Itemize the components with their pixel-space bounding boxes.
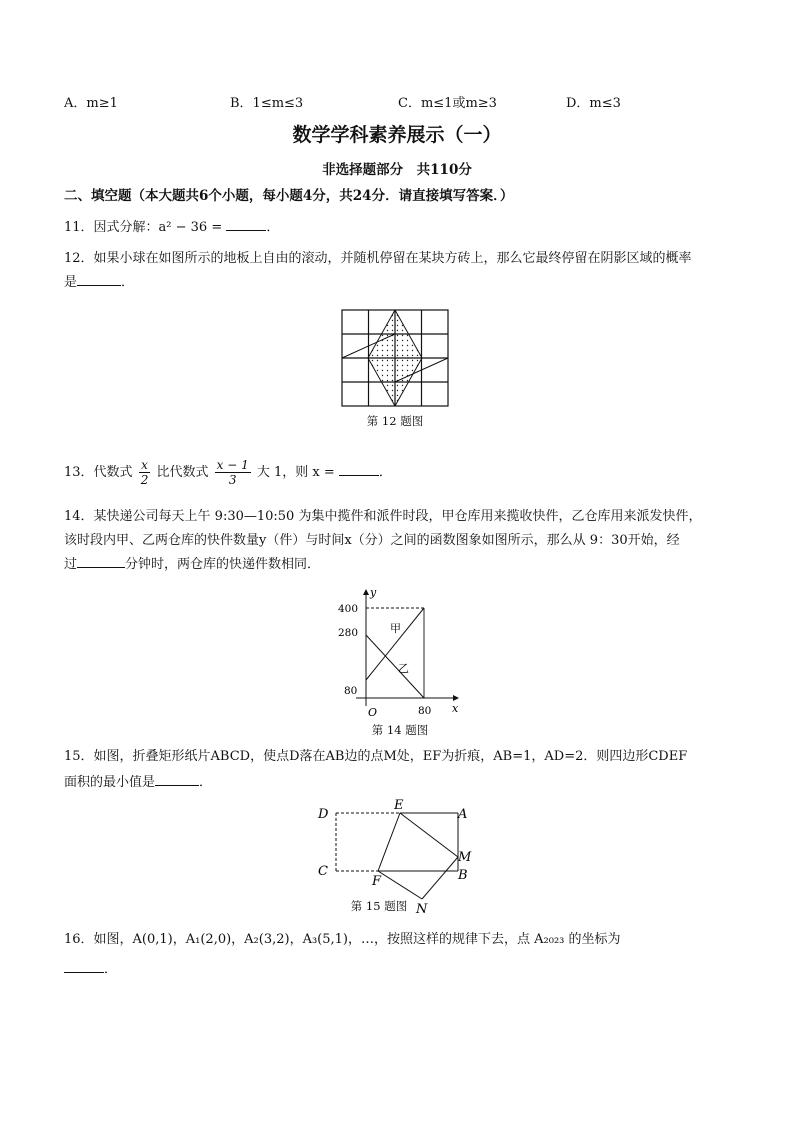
x-tick-80: 80 xyxy=(418,705,432,717)
q12-line1: 12．如果小球在如图所示的地板上自由的滚动，并随机停留在某块方砖上，那么它最终停留在阴影区域的概率 xyxy=(64,251,692,266)
point-d: D xyxy=(318,807,329,822)
choice-a: A．m≥1 xyxy=(64,96,118,111)
q13-end: ． xyxy=(378,465,392,480)
q13-mid: 比代数式 xyxy=(156,465,209,480)
q13-frac2-den: 3 xyxy=(228,473,237,487)
q11-end: ． xyxy=(266,220,280,235)
q15-line2-pre: 面积的最小值是 xyxy=(64,775,156,790)
point-f: F xyxy=(372,874,382,889)
choice-d: D．m≤3 xyxy=(566,96,621,111)
y-axis-label: y xyxy=(370,586,377,599)
q14-line2: 该时段内甲、乙两仓库的快件数量y（件）与时间x（分）之间的函数图象如图所示，那么从 9：30开始，经 xyxy=(64,533,680,548)
point-b: B xyxy=(458,868,468,883)
q11-text: 11．因式分解：a² − 36 = xyxy=(64,220,223,235)
q16-line2 xyxy=(64,958,117,982)
q13-fraction-2 xyxy=(215,458,251,487)
page-title: 数学学科素养展示（一） xyxy=(292,124,502,146)
q12-line2-pre: 是 xyxy=(64,275,78,290)
q12-answer-blank[interactable] xyxy=(77,271,121,286)
choice-b: B．1≤m≤3 xyxy=(230,96,304,111)
q16-line1: 16．如图，A(0,1)，A₁(2,0)，A₂(3,2)，A₃(5,1)，…，按照这样的规律下去，点 A₂₀₂₃ 的坐标为 xyxy=(64,932,621,947)
q14-line3-post: 分钟时，两仓库的快递件数相同． xyxy=(125,557,321,572)
q15-line2-end: ． xyxy=(199,775,213,790)
page-subtitle: 非选择题部分 共110分 xyxy=(322,162,472,178)
q12-caption: 第 12 题图 xyxy=(366,414,424,428)
series-yi-label: 乙 xyxy=(398,662,409,675)
y-tick-400: 400 xyxy=(338,603,359,615)
segment-em xyxy=(400,813,458,857)
choice-c: C．m≤1或m≥3 xyxy=(398,96,497,111)
y-tick-80: 80 xyxy=(344,685,358,697)
q14-line3 xyxy=(64,553,320,577)
point-e: E xyxy=(394,798,404,813)
x-axis-label: x xyxy=(452,702,459,715)
q14-answer-blank[interactable] xyxy=(77,553,125,568)
q11-answer-blank[interactable] xyxy=(226,216,266,231)
point-c: C xyxy=(318,864,328,879)
q12-line2 xyxy=(64,271,134,295)
q12-tile-figure xyxy=(340,308,450,410)
point-n: N xyxy=(416,902,428,917)
q15-line1: 15．如图，折叠矩形纸片ABCD，使点D落在AB边的点M处，EF为折痕，AB=1，AD=2．则四边形CDEF xyxy=(64,749,688,764)
q16-answer-blank[interactable] xyxy=(64,958,104,973)
tile-grid xyxy=(342,310,448,406)
y-tick-280: 280 xyxy=(338,627,359,639)
series-jia-label: 甲 xyxy=(390,622,401,635)
section-heading: 二、填空题（本大题共6个小题，每小题4分，共24分．请直接填写答案．） xyxy=(64,188,514,204)
origin-label: O xyxy=(368,706,378,719)
q14-graph xyxy=(330,584,470,720)
fold-line-ef xyxy=(378,813,400,871)
question-13 xyxy=(64,455,392,491)
point-a: A xyxy=(458,807,468,822)
q13-answer-blank[interactable] xyxy=(339,461,379,476)
q13-post: 大 1，则 x = xyxy=(256,465,335,480)
segment-fn xyxy=(378,871,422,899)
q13-frac1-den: 2 xyxy=(140,473,149,487)
q13-frac1-num: x xyxy=(139,458,151,473)
q13-fraction-1 xyxy=(139,458,151,487)
q13-pre: 13．代数式 xyxy=(64,465,133,480)
question-11 xyxy=(64,216,279,240)
q16-line2-end: ． xyxy=(104,962,118,977)
q14-line3-pre: 过 xyxy=(64,557,78,572)
q15-caption: 第 15 题图 xyxy=(350,899,408,913)
q15-line2 xyxy=(64,771,212,795)
q15-answer-blank[interactable] xyxy=(155,771,199,786)
q13-frac2-num: x − 1 xyxy=(216,458,249,472)
q14-line1: 14．某快递公司每天上午 9:30—10:50 为集中揽件和派件时段，甲仓库用来揽收快件，乙仓库用来派发快件， xyxy=(64,509,702,524)
segment-mn xyxy=(422,857,458,899)
q14-caption: 第 14 题图 xyxy=(371,723,429,737)
q12-line2-end: ． xyxy=(121,275,135,290)
point-m: M xyxy=(458,850,472,865)
